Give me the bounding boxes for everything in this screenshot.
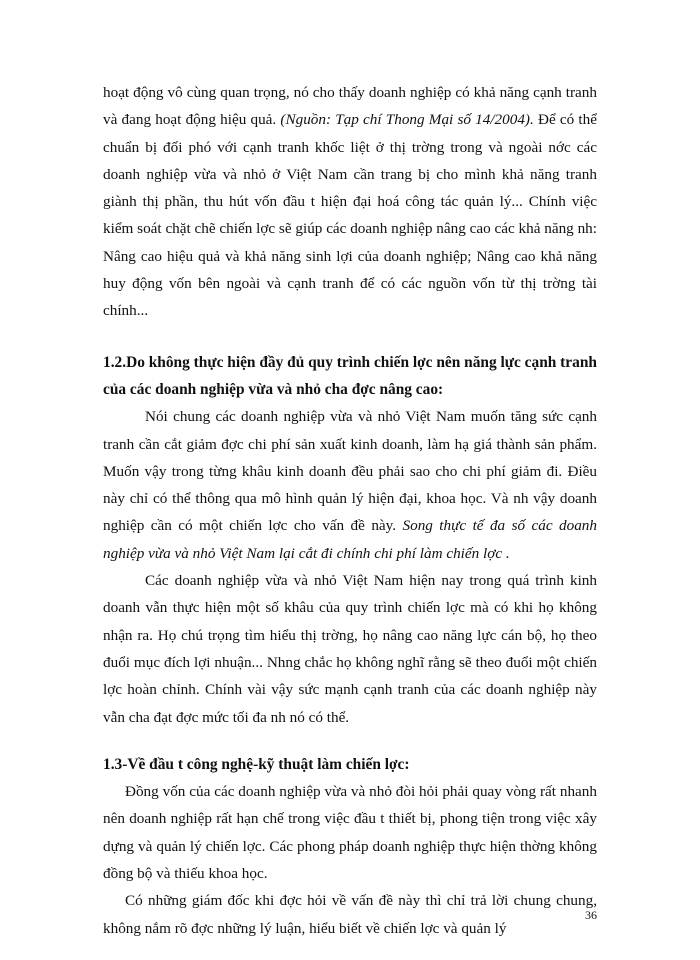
intro-text-1: hoạt động vô cùng quan trọng, nó cho thấy doanh nghiệp có khả năng cạnh tranh và đang hoạt động hiệu quả. (103, 84, 597, 129)
section-1-2-paragraph-1-text: Nói chung các doanh nghiệp vừa và nhỏ Việt Nam muốn tăng sức cạnh tranh cần cắt giảm đợc chi phí sản xuất kinh doanh, làm hạ giá thành sản phẩm. Muốn vậy trong từng khâu kinh doanh đều phải sao cho chi phí giảm đi. Điều này chỉ có thể thông qua mô hình quản lý hiện đại, khoa học. Và nh vậy doanh nghiệp cần có một chiến lợc cho vấn đề này. (103, 408, 597, 535)
intro-text-2: Để có thể chuẩn bị đối phó với cạnh tranh khốc liệt ở thị trờng trong và ngoài nớc các doanh nghiệp vừa và nhỏ ở Việt Nam cần trang bị cho mình khả năng tranh giành thị phần, thu hút vốn đầu t hiện đại hoá công tác quản lý... Chính việc kiểm soát chặt chẽ chiến lợc sẽ giúp các doanh nghiệp nâng cao các khả năng nh: Nâng cao hiệu quả và khả năng sinh lợi của doanh nghiệp; Nâng cao khả năng huy động vốn bên ngoài và cạnh tranh để có các nguồn vốn từ thị trờng tài chính... (103, 111, 597, 320)
spacer (103, 325, 597, 349)
section-1-2-paragraph-2: Các doanh nghiệp vừa và nhỏ Việt Nam hiện nay trong quá trình kinh doanh vẫn thực hiện một số khâu của quy trình chiến lợc mà có khi họ không nhận ra. Họ chú trọng tìm hiểu thị trờng, họ nâng cao năng lực cán bộ, họ theo đuổi mục đích lợi nhuận... Nhng chắc họ không nghĩ rằng sẽ theo đuổi một chiến lợc hoàn chỉnh. Chính vài vậy sức mạnh cạnh tranh của các doanh nghiệp này vẫn cha đạt đợc mức tối đa nh nó có thể. (103, 572, 597, 726)
source-citation: (Nguồn: Tạp chí Thong Mại số 14/2004). (280, 111, 534, 129)
section-1-2-paragraph-1 (103, 403, 597, 567)
section-1-3-heading: 1.3-Về đầu t công nghệ-kỹ thuật làm chiến lợc: (103, 755, 410, 773)
spacer (103, 731, 597, 751)
section-1-2-paragraph-1-italic: Song thực tế đa số các doanh nghiệp vừa và nhỏ Việt Nam lại cắt đi chính chi phí làm chiến lợc . (103, 517, 597, 562)
section-1-3-paragraph-1: Đồng vốn của các doanh nghiệp vừa và nhỏ đòi hỏi phải quay vòng rất nhanh nên doanh nghiệp rất hạn chế trong việc đầu t thiết bị, phong tiện trong việc xây dựng và quản lý chiến lợc. Các phong pháp doanh nghiệp thực hiện thờng không đồng bộ và thiếu khoa học. (103, 783, 597, 883)
page-number: 36 (585, 908, 597, 922)
section-1-3-paragraph-2: Có những giám đốc khi đợc hỏi về vấn đề này thì chỉ trả lời chung chung, không nắm rõ đợc những lý luận, hiểu biết về chiến lợc và quản lý (103, 892, 597, 937)
section-1-2-heading: 1.2.Do không thực hiện đầy đủ quy trình chiến lợc nên năng lực cạnh tranh của các doanh nghiệp vừa và nhỏ cha đợc nâng cao: (103, 353, 597, 398)
intro-paragraph (103, 79, 597, 325)
page-content (103, 79, 597, 942)
